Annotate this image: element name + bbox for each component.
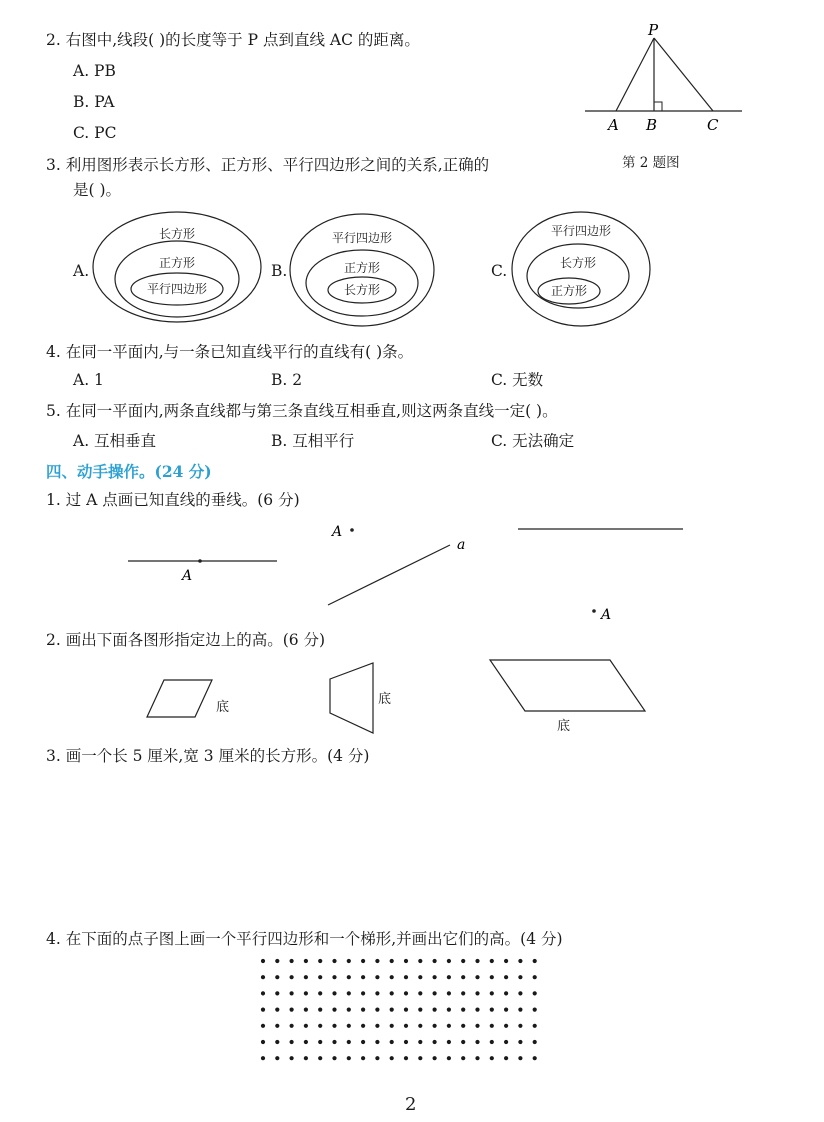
- s4-p4-dot-grid: [258, 955, 558, 1080]
- grid-dot: [490, 991, 494, 995]
- grid-dot: [390, 975, 394, 979]
- grid-dot: [332, 1056, 336, 1060]
- p1-point-a2: [350, 528, 354, 532]
- grid-dot: [375, 1040, 379, 1044]
- grid-dot: [533, 1024, 537, 1028]
- grid-dot: [332, 975, 336, 979]
- grid-dot: [504, 1040, 508, 1044]
- p1-label-a2: A: [332, 524, 343, 540]
- q3-venn-c: [508, 209, 658, 329]
- grid-dot: [332, 1008, 336, 1012]
- grid-dot: [332, 959, 336, 963]
- grid-dot: [318, 1024, 322, 1028]
- grid-dot: [475, 959, 479, 963]
- grid-dot: [447, 959, 451, 963]
- grid-dot: [518, 1040, 522, 1044]
- grid-dot: [261, 1040, 265, 1044]
- grid-dot: [447, 975, 451, 979]
- grid-dot: [433, 991, 437, 995]
- grid-dot: [404, 1056, 408, 1060]
- grid-dot: [533, 975, 537, 979]
- grid-dot: [490, 1056, 494, 1060]
- p1-point-a3: [592, 609, 596, 613]
- grid-dot: [490, 1024, 494, 1028]
- grid-dot: [361, 1008, 365, 1012]
- grid-dot: [490, 959, 494, 963]
- venn-b-middle-label: 正方形: [343, 261, 381, 275]
- grid-dot: [304, 1056, 308, 1060]
- q4-stem: 4. 在同一平面内,与一条已知直线平行的直线有( )条。: [46, 343, 414, 361]
- segment-pc: [654, 38, 713, 111]
- q3-venn-a: [90, 210, 270, 325]
- grid-dot: [290, 959, 294, 963]
- grid-dot: [404, 1008, 408, 1012]
- q2-option-b: B. PA: [73, 93, 115, 111]
- grid-dot: [518, 1008, 522, 1012]
- grid-dot: [433, 1040, 437, 1044]
- grid-dot: [275, 1056, 279, 1060]
- q3-option-b-letter: B.: [271, 262, 288, 280]
- grid-dot: [290, 1024, 294, 1028]
- grid-dot: [275, 1024, 279, 1028]
- grid-dot: [390, 1056, 394, 1060]
- grid-dot: [375, 975, 379, 979]
- grid-dot: [490, 1040, 494, 1044]
- grid-dot: [447, 1024, 451, 1028]
- grid-dot: [261, 1008, 265, 1012]
- p2-parallelogram-2: [490, 660, 645, 711]
- grid-dot: [461, 1056, 465, 1060]
- q4-option-c: C. 无数: [491, 371, 544, 389]
- q3-option-a-letter: A.: [73, 262, 90, 280]
- grid-dot: [347, 1040, 351, 1044]
- grid-dot: [475, 991, 479, 995]
- p2-base-label-1: 底: [216, 700, 230, 715]
- q5-option-b: B. 互相平行: [271, 432, 355, 450]
- grid-dot: [533, 959, 537, 963]
- grid-dot: [404, 975, 408, 979]
- grid-dot: [261, 991, 265, 995]
- grid-dot: [347, 1008, 351, 1012]
- grid-dot: [504, 1008, 508, 1012]
- q5-option-a: A. 互相垂直: [73, 432, 157, 450]
- grid-dot: [475, 1024, 479, 1028]
- grid-dot: [447, 991, 451, 995]
- grid-dot: [304, 1040, 308, 1044]
- grid-dot: [461, 991, 465, 995]
- grid-dot: [533, 1056, 537, 1060]
- grid-dot: [375, 1056, 379, 1060]
- grid-dot: [361, 1024, 365, 1028]
- label-a: A: [608, 116, 619, 134]
- grid-dot: [418, 959, 422, 963]
- grid-dot: [433, 1008, 437, 1012]
- grid-dot: [504, 975, 508, 979]
- grid-dot: [533, 991, 537, 995]
- label-b: B: [646, 116, 658, 134]
- segment-pa: [616, 38, 654, 111]
- q2-option-c: C. PC: [73, 124, 117, 142]
- grid-dot: [475, 975, 479, 979]
- grid-dot: [375, 1024, 379, 1028]
- grid-dot: [290, 975, 294, 979]
- grid-dot: [433, 975, 437, 979]
- venn-a-middle-label: 正方形: [158, 256, 196, 270]
- label-p: P: [648, 21, 659, 39]
- grid-dot: [390, 1040, 394, 1044]
- grid-dot: [275, 975, 279, 979]
- venn-b-inner-label: 长方形: [343, 283, 381, 297]
- grid-dot: [332, 1024, 336, 1028]
- grid-dot: [261, 1024, 265, 1028]
- s4-p2-figures: [140, 655, 660, 740]
- grid-dot: [418, 975, 422, 979]
- section-4-title: 四、动手操作。(24 分): [46, 462, 212, 481]
- q3-stem-line1: 3. 利用图形表示长方形、正方形、平行四边形之间的关系,正确的: [46, 156, 490, 174]
- grid-dot: [433, 1056, 437, 1060]
- grid-dot: [418, 1024, 422, 1028]
- grid-dot: [361, 1040, 365, 1044]
- grid-dot: [347, 1024, 351, 1028]
- grid-dot: [290, 1040, 294, 1044]
- grid-dot: [332, 1040, 336, 1044]
- venn-a-outer-label: 长方形: [158, 227, 196, 241]
- grid-dot: [475, 1040, 479, 1044]
- grid-dot: [461, 1040, 465, 1044]
- grid-dot: [518, 959, 522, 963]
- grid-dot: [418, 1056, 422, 1060]
- grid-dot: [390, 1008, 394, 1012]
- p2-base-label-2: 底: [378, 692, 392, 707]
- venn-b-outer-label: 平行四边形: [331, 231, 393, 245]
- grid-dot: [261, 975, 265, 979]
- grid-dot: [304, 991, 308, 995]
- grid-dot: [404, 991, 408, 995]
- q2-stem: 2. 右图中,线段( )的长度等于 P 点到直线 AC 的距离。: [46, 31, 420, 49]
- p2-base-label-3: 底: [557, 719, 571, 734]
- grid-dot: [404, 959, 408, 963]
- grid-dot: [347, 959, 351, 963]
- grid-dot: [347, 991, 351, 995]
- grid-dot: [390, 991, 394, 995]
- grid-dot: [290, 1056, 294, 1060]
- p1-label-a3: A: [601, 607, 612, 623]
- grid-dot: [447, 1008, 451, 1012]
- grid-dot: [375, 991, 379, 995]
- grid-dot: [275, 1008, 279, 1012]
- q2-option-a: A. PB: [73, 62, 116, 80]
- s4-p1-stem: 1. 过 A 点画已知直线的垂线。(6 分): [46, 491, 300, 509]
- grid-dot: [318, 959, 322, 963]
- grid-dot: [404, 1024, 408, 1028]
- grid-dot: [275, 991, 279, 995]
- grid-dot: [347, 1056, 351, 1060]
- grid-dot: [504, 991, 508, 995]
- grid-dot: [433, 959, 437, 963]
- grid-dot: [475, 1008, 479, 1012]
- q5-option-c: C. 无法确定: [491, 432, 575, 450]
- venn-a-middle: [115, 241, 239, 317]
- grid-dot: [290, 991, 294, 995]
- grid-dot: [318, 1008, 322, 1012]
- grid-dot: [318, 991, 322, 995]
- q4-option-b: B. 2: [271, 371, 303, 389]
- grid-dot: [304, 1008, 308, 1012]
- s4-p4-stem: 4. 在下面的点子图上画一个平行四边形和一个梯形,并画出它们的高。(4 分): [46, 930, 563, 948]
- grid-dot: [332, 991, 336, 995]
- grid-dot: [504, 1024, 508, 1028]
- q4-option-a: A. 1: [73, 371, 104, 389]
- q3-stem-line2: 是( )。: [73, 181, 122, 199]
- grid-dot: [375, 1008, 379, 1012]
- p2-trapezoid: [330, 663, 373, 733]
- label-c: C: [707, 116, 719, 134]
- grid-dot: [304, 975, 308, 979]
- page-number: 2: [405, 1094, 417, 1115]
- grid-dot: [318, 1040, 322, 1044]
- p2-parallelogram-1: [147, 680, 212, 717]
- q3-option-c-letter: C.: [491, 262, 508, 280]
- grid-dot: [275, 1040, 279, 1044]
- q5-stem: 5. 在同一平面内,两条直线都与第三条直线互相垂直,则这两条直线一定( )。: [46, 402, 558, 420]
- grid-dot: [518, 1056, 522, 1060]
- grid-dot: [275, 959, 279, 963]
- grid-dot: [361, 1056, 365, 1060]
- grid-dot: [447, 1056, 451, 1060]
- s4-p3-stem: 3. 画一个长 5 厘米,宽 3 厘米的长方形。(4 分): [46, 747, 370, 765]
- grid-dot: [261, 1056, 265, 1060]
- p1-label-a1: A: [182, 568, 193, 584]
- grid-dot: [461, 975, 465, 979]
- q2-triangle-figure: [580, 20, 750, 145]
- grid-dot: [261, 959, 265, 963]
- grid-dot: [418, 991, 422, 995]
- grid-dot: [361, 991, 365, 995]
- grid-dot: [447, 1040, 451, 1044]
- grid-dot: [490, 975, 494, 979]
- grid-dot: [518, 1024, 522, 1028]
- grid-dot: [390, 959, 394, 963]
- grid-dot: [461, 1008, 465, 1012]
- grid-dot: [361, 975, 365, 979]
- grid-dot: [304, 1024, 308, 1028]
- grid-dot: [490, 1008, 494, 1012]
- grid-dot: [475, 1056, 479, 1060]
- s4-p1-figures: [120, 515, 700, 625]
- right-angle-mark: [654, 102, 662, 111]
- q3-venn-b: [288, 211, 448, 329]
- grid-dot: [533, 1008, 537, 1012]
- grid-dot: [347, 975, 351, 979]
- venn-a-inner-label: 平行四边形: [146, 282, 208, 296]
- grid-dot: [375, 959, 379, 963]
- grid-dot: [504, 1056, 508, 1060]
- grid-dot: [390, 1024, 394, 1028]
- grid-dot: [361, 959, 365, 963]
- s4-p2-stem: 2. 画出下面各图形指定边上的高。(6 分): [46, 631, 326, 649]
- grid-dot: [461, 1024, 465, 1028]
- grid-dot: [318, 1056, 322, 1060]
- grid-dot: [518, 975, 522, 979]
- grid-dot: [404, 1040, 408, 1044]
- venn-c-middle-label: 长方形: [559, 256, 597, 270]
- grid-dot: [518, 991, 522, 995]
- venn-c-inner-label: 正方形: [550, 284, 588, 298]
- grid-dot: [304, 959, 308, 963]
- grid-dot: [504, 959, 508, 963]
- q2-caption: 第 2 题图: [622, 155, 680, 171]
- p1-label-line-a: a: [457, 537, 466, 553]
- grid-dot: [533, 1040, 537, 1044]
- grid-dot: [418, 1040, 422, 1044]
- grid-dot: [461, 959, 465, 963]
- grid-dot: [418, 1008, 422, 1012]
- p1-line-a: [328, 545, 450, 605]
- grid-dot: [433, 1024, 437, 1028]
- grid-dot: [318, 975, 322, 979]
- venn-c-outer-label: 平行四边形: [550, 224, 612, 238]
- venn-c-middle: [527, 244, 629, 308]
- p1-point-a1: [198, 559, 202, 563]
- grid-dot: [290, 1008, 294, 1012]
